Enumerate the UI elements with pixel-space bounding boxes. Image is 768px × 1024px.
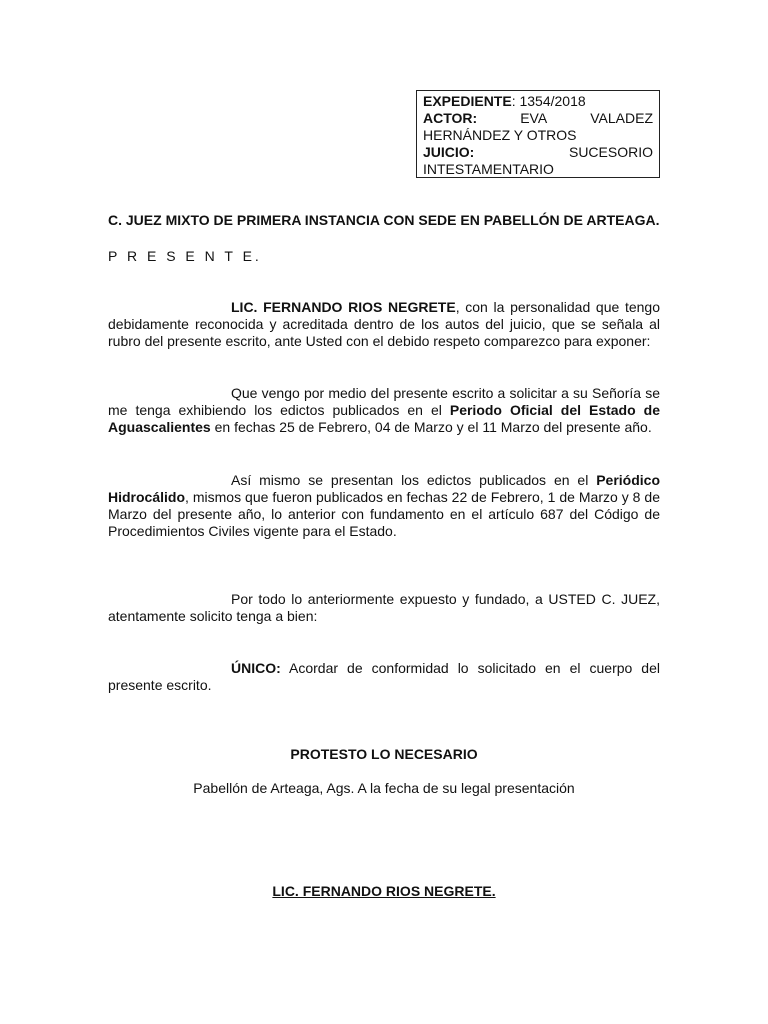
- presente: P R E S E N T E.: [108, 248, 262, 264]
- paragraph-edicts-hidrocalido-text-2: , mismos que fueron publicados en fechas 22 de Febrero, 1 de Marzo y 8 de Marzo del presente año, lo anterior con fundamento en el artículo 687 del Código de Procedimientos Civiles vigente para el Estado.: [108, 489, 660, 539]
- actor-word-1: EVA: [520, 110, 548, 126]
- paragraph-request-text: Por todo lo anteriormente expuesto y fundado, a USTED C. JUEZ, atentamente solicito tenga a bien:: [108, 591, 660, 624]
- place-and-date: Pabellón de Arteaga, Ags. A la fecha de su legal presentación: [193, 780, 575, 796]
- paragraph-edicts-official-text-2: en fechas 25 de Febrero, 04 de Marzo y el 11 Marzo del presente año.: [210, 419, 652, 435]
- actor-row: [423, 110, 653, 127]
- signature-name: LIC. FERNANDO RIOS NEGRETE.: [272, 883, 496, 899]
- paragraph-edicts-official-text-1: Que vengo por medio del presente escrito a solicitar a su Señoría se me tenga exhibiendo los edictos publicados en el: [108, 385, 660, 418]
- expediente-row: [423, 93, 653, 110]
- juicio-label: JUICIO:: [423, 144, 475, 160]
- paragraph-edicts-official: [108, 385, 660, 436]
- lawyer-name: LIC. FERNANDO RIOS NEGRETE: [231, 299, 456, 315]
- paragraph-edicts-hidrocalido: [108, 472, 660, 540]
- actor-line-2: HERNÁNDEZ Y OTROS: [423, 127, 577, 143]
- newspaper-name: Periódico Hidrocálido: [108, 472, 660, 505]
- paragraph-request: [108, 591, 660, 625]
- expediente-value: : 1354/2018: [511, 93, 586, 109]
- juicio-row: [423, 144, 653, 161]
- addressee: C. JUEZ MIXTO DE PRIMERA INSTANCIA CON SEDE EN PABELLÓN DE ARTEAGA.: [108, 212, 660, 228]
- official-periodical-name: Periodo Oficial del Estado de Aguascalientes: [108, 402, 661, 435]
- paragraph-unico: [108, 660, 660, 694]
- expediente-label: EXPEDIENTE: [423, 93, 512, 109]
- actor-word-2: VALADEZ: [590, 110, 653, 126]
- paragraph-personality-text: , con la personalidad que tengo debidamente reconocida y acreditada dentro de los autos del juicio, que se señala al rubro del presente escrito, ante Usted con el debido respeto comparezco para exponer:: [108, 299, 660, 349]
- actor-label: ACTOR:: [423, 110, 478, 126]
- paragraph-personality: [108, 299, 660, 350]
- case-info-box: [416, 90, 660, 178]
- paragraph-edicts-hidrocalido-text-1: Así mismo se presentan los edictos publicados en el: [231, 472, 597, 488]
- protesto-heading: PROTESTO LO NECESARIO: [290, 746, 478, 762]
- juicio-value: SUCESORIO: [568, 144, 653, 160]
- unico-label: ÚNICO:: [231, 660, 281, 676]
- unico-text: Acordar de conformidad lo solicitado en el cuerpo del presente escrito.: [108, 660, 660, 693]
- juicio-line-2: INTESTAMENTARIO: [423, 161, 554, 177]
